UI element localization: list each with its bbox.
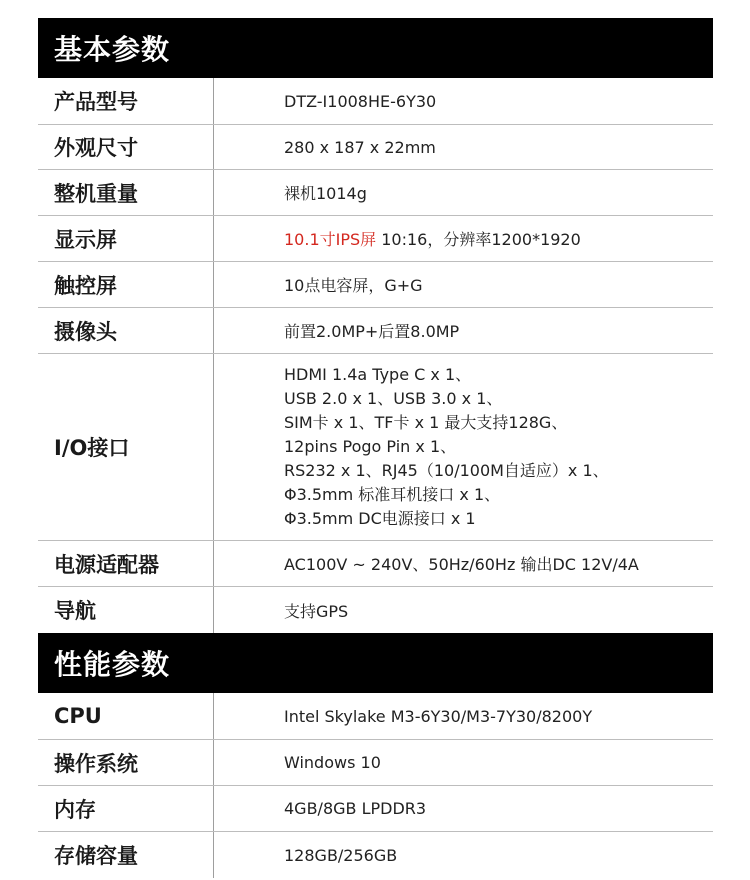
spec-row xyxy=(38,740,713,786)
basic-params-header xyxy=(38,18,713,78)
row-label: 导航 xyxy=(38,587,214,633)
io-line: Φ3.5mm DC电源接口 x 1 xyxy=(284,509,476,528)
io-line: RS232 x 1、RJ45（10/100M自适应）x 1、 xyxy=(284,461,609,480)
io-port-list xyxy=(284,363,609,531)
spec-row xyxy=(38,308,713,354)
spec-row xyxy=(38,693,713,740)
row-label: 存储容量 xyxy=(38,832,214,878)
row-value xyxy=(214,216,713,261)
row-label: 产品型号 xyxy=(38,78,214,124)
row-label: 摄像头 xyxy=(38,308,214,353)
row-value: DTZ-I1008HE-6Y30 xyxy=(284,91,437,111)
io-line: 12pins Pogo Pin x 1、 xyxy=(284,437,457,456)
row-value xyxy=(214,354,713,540)
spec-row xyxy=(38,125,713,170)
row-label: 显示屏 xyxy=(38,216,214,261)
row-value: 4GB/8GB LPDDR3 xyxy=(284,799,427,818)
row-label: 外观尺寸 xyxy=(38,125,214,169)
display-spec-text: 10:16，分辨率1200*1920 xyxy=(376,230,581,249)
row-value: 10点电容屏，G+G xyxy=(284,276,423,295)
spec-row xyxy=(38,541,713,587)
row-label: 内存 xyxy=(38,786,214,831)
row-value: 支持GPS xyxy=(284,601,349,621)
row-value: 裸机1014g xyxy=(284,184,367,203)
performance-params-header xyxy=(38,633,713,693)
spec-row xyxy=(38,832,713,878)
row-value: AC100V ~ 240V、50Hz/60Hz 输出DC 12V/4A xyxy=(284,555,639,574)
io-line: SIM卡 x 1、TF卡 x 1 最大支持128G、 xyxy=(284,413,568,432)
section-title: 性能参数 xyxy=(54,648,171,681)
row-label: 电源适配器 xyxy=(38,541,214,586)
spec-row xyxy=(38,262,713,308)
io-line: HDMI 1.4a Type C x 1、 xyxy=(284,365,472,384)
io-line: USB 2.0 x 1、USB 3.0 x 1、 xyxy=(284,389,503,408)
row-value: 前置2.0MP+后置8.0MP xyxy=(284,322,460,341)
row-label: 操作系统 xyxy=(38,740,214,785)
row-value: Windows 10 xyxy=(284,753,381,772)
row-value: 128GB/256GB xyxy=(284,845,398,865)
display-size-highlight: 10.1寸IPS屏 xyxy=(284,230,377,249)
io-line: Φ3.5mm 标准耳机接口 x 1、 xyxy=(284,485,501,504)
spec-row xyxy=(38,170,713,216)
spec-row-io xyxy=(38,354,713,541)
row-label: CPU xyxy=(38,693,214,739)
row-label: 触控屏 xyxy=(38,262,214,307)
row-label: I/O接口 xyxy=(38,354,214,540)
row-value: 280 x 187 x 22mm xyxy=(284,137,436,157)
spec-row xyxy=(38,587,713,633)
spec-row xyxy=(38,78,713,125)
spec-row xyxy=(38,786,713,832)
row-label: 整机重量 xyxy=(38,170,214,215)
row-value: Intel Skylake M3-6Y30/M3-7Y30/8200Y xyxy=(284,706,593,726)
spec-row xyxy=(38,216,713,262)
spec-sheet xyxy=(38,18,713,878)
section-title: 基本参数 xyxy=(54,33,171,66)
